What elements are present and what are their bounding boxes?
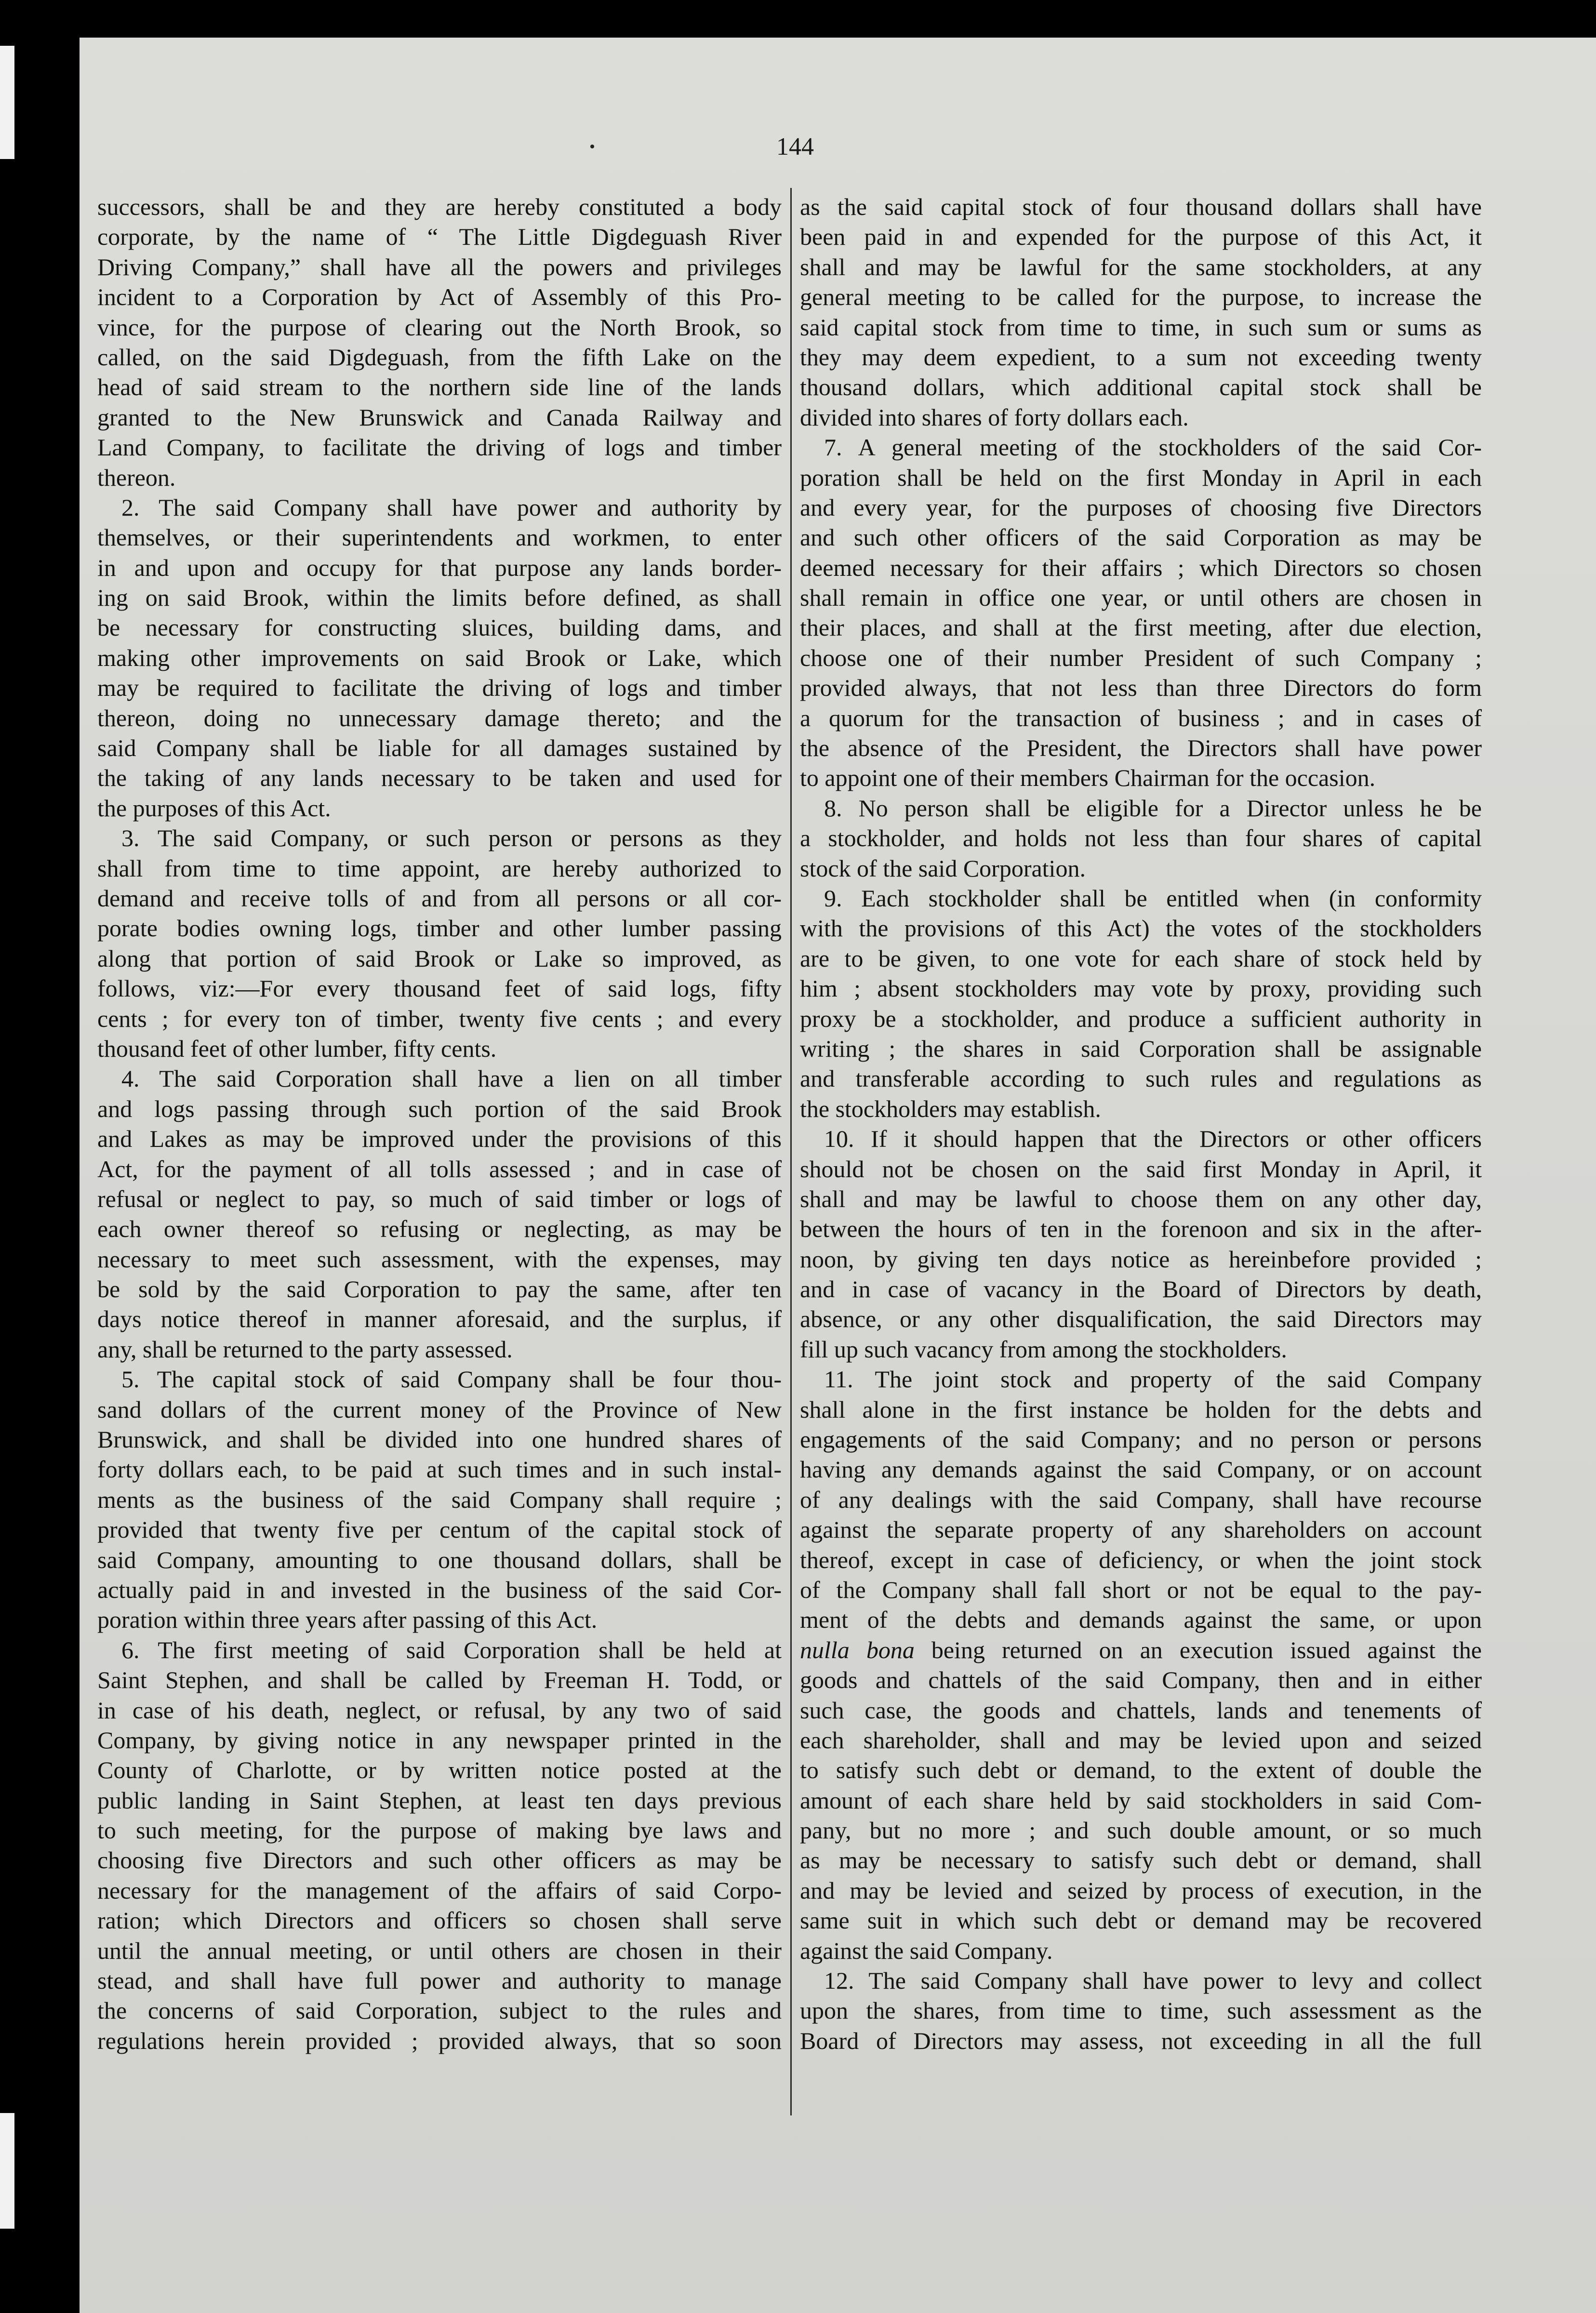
text-line: necessary to meet such assessment, with the expenses, may (97, 1245, 782, 1273)
scan-edge-mark-bottom (0, 2113, 14, 2229)
text-line: said Company shall be liable for all damages sustained by (97, 734, 782, 762)
text-line: as may be necessary to satisfy such debt or demand, shall (800, 1847, 1482, 1874)
text-line: shall remain in office one year, or until others are chosen in (800, 584, 1482, 611)
text-line: incident to a Corporation by Act of Assembly of this Pro- (97, 283, 782, 311)
text-line: 4. The said Corporation shall have a lien on all timber (121, 1065, 782, 1092)
text-line: and logs passing through such portion of the said Brook (97, 1095, 782, 1122)
text-line: corporate, by the name of “ The Little Digdeguash River (97, 223, 782, 251)
text-line: thereon, doing no unnecessary damage thereto; and the (97, 704, 782, 731)
text-line: the absence of the President, the Directors shall have power (800, 734, 1482, 762)
text-line: noon, by giving ten days notice as hereinbefore provided ; (800, 1245, 1482, 1273)
text-line: deemed necessary for their affairs ; which Directors so chosen (800, 554, 1482, 581)
text-line: and may be levied and seized by process of execution, in the (800, 1876, 1482, 1904)
text-line: provided always, that not less than three Directors do form (800, 674, 1482, 702)
text-line: poration shall be held on the first Monday in April in each (800, 464, 1482, 491)
text-line: poration within three years after passing of this Act. (97, 1606, 598, 1634)
text-line: Brunswick, and shall be divided into one hundred shares of (97, 1426, 782, 1453)
text-line: 3. The said Company, or such person or persons as they (121, 824, 782, 852)
text-line: forty dollars each, to be paid at such times and in such instal- (97, 1456, 782, 1483)
left-text-column (97, 192, 782, 2056)
text-line: be necessary for constructing sluices, building dams, and (97, 614, 782, 641)
text-line: public landing in Saint Stephen, at least ten days previous (97, 1786, 782, 1814)
text-line: 7. A general meeting of the stockholders of the said Cor- (824, 434, 1482, 461)
text-line: same suit in which such debt or demand may be recovered (800, 1907, 1482, 1934)
text-line: been paid in and expended for the purpose of this Act, it (800, 223, 1482, 251)
text-line: making other improvements on said Brook or Lake, which (97, 644, 782, 671)
text-line: until the annual meeting, or until others are chosen in their (97, 1937, 782, 1964)
text-line: a quorum for the transaction of business ; and in cases of (800, 704, 1482, 731)
text-line: choose one of their number President of such Company ; (800, 644, 1482, 671)
text-line: regulations herein provided ; provided always, that so soon (97, 2027, 782, 2054)
column-divider (790, 188, 792, 2115)
text-line: and transferable according to such rules and regulations as (800, 1065, 1482, 1092)
text-line: to appoint one of their members Chairman for the occasion. (800, 764, 1376, 792)
text-line: such case, the goods and chattels, lands and tenements of (800, 1696, 1482, 1724)
text-line: Company, by giving notice in any newspaper printed in the (97, 1726, 782, 1754)
text-line: demand and receive tolls of and from all persons or all cor- (97, 884, 782, 912)
text-line: County of Charlotte, or by written notice posted at the (97, 1756, 782, 1784)
text-line: each owner thereof so refusing or neglecting, as may be (97, 1215, 782, 1243)
text-line: the taking of any lands necessary to be taken and used for (97, 764, 782, 792)
text-line: 10. If it should happen that the Directors or other officers (824, 1125, 1482, 1153)
text-line: successors, shall be and they are hereby constituted a body (97, 193, 782, 220)
text-line: days notice thereof in manner aforesaid, and the surplus, if (97, 1305, 782, 1333)
text-line: as the said capital stock of four thousand dollars shall have (800, 193, 1482, 220)
text-line: proxy be a stockholder, and produce a sufficient authority in (800, 1005, 1482, 1032)
text-line: head of said stream to the northern side line of the lands (97, 373, 782, 401)
text-line: follows, viz:—For every thousand feet of said logs, fifty (97, 975, 782, 1002)
text-line: porate bodies owning logs, timber and other lumber passing (97, 915, 782, 942)
text-line: and in case of vacancy in the Board of Directors by death, (800, 1276, 1482, 1303)
text-line: to such meeting, for the purpose of making bye laws and (97, 1817, 782, 1844)
text-line: Board of Directors may assess, not exceeding in all the full (800, 2027, 1482, 2054)
text-line: their places, and shall at the first meeting, after due election, (800, 614, 1482, 641)
text-line: the concerns of said Corporation, subject to the rules and (97, 1997, 782, 2024)
text-line: pany, but no more ; and such double amount, or so much (800, 1817, 1482, 1844)
text-line: absence, or any other disqualification, the said Directors may (800, 1305, 1482, 1333)
text-line: divided into shares of forty dollars each. (800, 403, 1189, 431)
text-line: Driving Company,” shall have all the powers and privileges (97, 253, 782, 280)
text-line: thousand feet of other lumber, fifty cents. (97, 1035, 497, 1062)
text-line: Act, for the payment of all tolls assessed ; and in case of (97, 1155, 782, 1183)
text-line: ments as the business of the said Company shall require ; (97, 1486, 782, 1513)
text-line: of any dealings with the said Company, shall have recourse (800, 1486, 1482, 1513)
text-line: themselves, or their superintendents and workmen, to enter (97, 524, 782, 551)
text-line: shall alone in the first instance be holden for the debts and (800, 1396, 1482, 1423)
text-line: him ; absent stockholders may vote by proxy, providing such (800, 975, 1482, 1002)
text-line: refusal or neglect to pay, so much of said timber or logs of (97, 1185, 782, 1212)
text-line: called, on the said Digdeguash, from the fifth Lake on the (97, 343, 782, 371)
text-line: goods and chattels of the said Company, then and in either (800, 1666, 1482, 1694)
text-line: to satisfy such debt or demand, to the extent of double the (800, 1756, 1482, 1784)
page-number: 144 (776, 133, 814, 160)
print-speck (590, 145, 594, 148)
text-line: of the Company shall fall short or not be equal to the pay- (800, 1576, 1482, 1603)
text-line: each shareholder, shall and may be levied upon and seized (800, 1726, 1482, 1754)
text-line: ing on said Brook, within the limits before defined, as shall (97, 584, 782, 611)
text-line: provided that twenty five per centum of the capital stock of (97, 1516, 782, 1543)
text-line: against the separate property of any shareholders on account (800, 1516, 1482, 1543)
text-line: they may deem expedient, to a sum not exceeding twenty (800, 343, 1482, 371)
text-line: 6. The first meeting of said Corporation shall be held at (121, 1636, 782, 1663)
scan-edge-mark-top (0, 46, 14, 159)
text-line: with the provisions of this Act) the votes of the stockholders (800, 915, 1482, 942)
text-line (800, 1635, 1482, 1665)
text-line: should not be chosen on the said first Monday in April, it (800, 1155, 1482, 1183)
text-line: thousand dollars, which additional capital stock shall be (800, 373, 1482, 401)
text-line: sand dollars of the current money of the Province of New (97, 1396, 782, 1423)
text-line: 8. No person shall be eligible for a Director unless he be (824, 794, 1482, 822)
text-line-rest: being returned on an execution issued against the (914, 1636, 1482, 1663)
text-line: a stockholder, and holds not less than four shares of capital (800, 824, 1482, 852)
text-line: are to be given, to one vote for each share of stock held by (800, 944, 1482, 972)
text-line: cents ; for every ton of timber, twenty five cents ; and every (97, 1005, 782, 1032)
text-line: upon the shares, from time to time, such assessment as the (800, 1997, 1482, 2024)
text-line: Land Company, to facilitate the driving of logs and timber (97, 434, 782, 461)
text-line: the stockholders may establish. (800, 1095, 1101, 1122)
text-line: against the said Company. (800, 1937, 1053, 1964)
text-line: having any demands against the said Company, or on account (800, 1456, 1482, 1483)
text-line: choosing five Directors and such other officers as may be (97, 1847, 782, 1874)
text-line: in case of his death, neglect, or refusal, by any two of said (97, 1696, 782, 1724)
text-line: engagements of the said Company; and no person or persons (800, 1426, 1482, 1453)
text-line: along that portion of said Brook or Lake so improved, as (97, 944, 782, 972)
text-line: between the hours of ten in the forenoon and six in the after- (800, 1215, 1482, 1243)
text-line: amount of each share held by said stockholders in said Com- (800, 1786, 1482, 1814)
text-line: shall from time to time appoint, are hereby authorized to (97, 854, 782, 882)
text-line: the purposes of this Act. (97, 794, 331, 822)
text-line: and Lakes as may be improved under the provisions of this (97, 1125, 782, 1153)
text-line: thereon. (97, 464, 176, 491)
text-line: vince, for the purpose of clearing out the North Brook, so (97, 313, 782, 341)
text-line: actually paid in and invested in the business of the said Cor- (97, 1576, 782, 1603)
text-line: writing ; the shares in said Corporation shall be assignable (800, 1035, 1482, 1062)
text-line: and such other officers of the said Corporation as may be (800, 524, 1482, 551)
text-line: be sold by the said Corporation to pay the same, after ten (97, 1276, 782, 1303)
text-line: 5. The capital stock of said Company shall be four thou- (121, 1366, 782, 1393)
text-line: Saint Stephen, and shall be called by Freeman H. Todd, or (97, 1666, 782, 1694)
text-line: 11. The joint stock and property of the said Company (824, 1366, 1482, 1393)
text-line: granted to the New Brunswick and Canada Railway and (97, 403, 782, 431)
text-line: 12. The said Company shall have power to levy and collect (824, 1967, 1482, 1994)
text-line: thereof, except in case of deficiency, or when the joint stock (800, 1546, 1482, 1573)
text-line: stock of the said Corporation. (800, 854, 1086, 882)
right-text-column (800, 192, 1482, 2056)
text-line: and every year, for the purposes of choosing five Directors (800, 493, 1482, 521)
text-line: said Company, amounting to one thousand dollars, shall be (97, 1546, 782, 1573)
text-line: general meeting to be called for the purpose, to increase the (800, 283, 1482, 311)
text-line: shall and may be lawful for the same stockholders, at any (800, 253, 1482, 280)
text-line: ration; which Directors and officers so chosen shall serve (97, 1907, 782, 1934)
text-line: any, shall be returned to the party assessed. (97, 1335, 513, 1363)
text-line: in and upon and occupy for that purpose any lands border- (97, 554, 782, 581)
text-line: necessary for the management of the affairs of said Corpo- (97, 1876, 782, 1904)
text-line: stead, and shall have full power and authority to manage (97, 1967, 782, 1994)
text-line: said capital stock from time to time, in such sum or sums as (800, 313, 1482, 341)
text-line: 2. The said Company shall have power and authority by (121, 493, 782, 521)
italic-text: nulla bona (800, 1636, 915, 1663)
text-line: 9. Each stockholder shall be entitled when (in conformity (824, 884, 1482, 912)
text-line: ment of the debts and demands against the same, or upon (800, 1606, 1482, 1634)
text-line: fill up such vacancy from among the stockholders. (800, 1335, 1287, 1363)
text-line: may be required to facilitate the driving of logs and timber (97, 674, 782, 702)
text-line: shall and may be lawful to choose them on any other day, (800, 1185, 1482, 1212)
